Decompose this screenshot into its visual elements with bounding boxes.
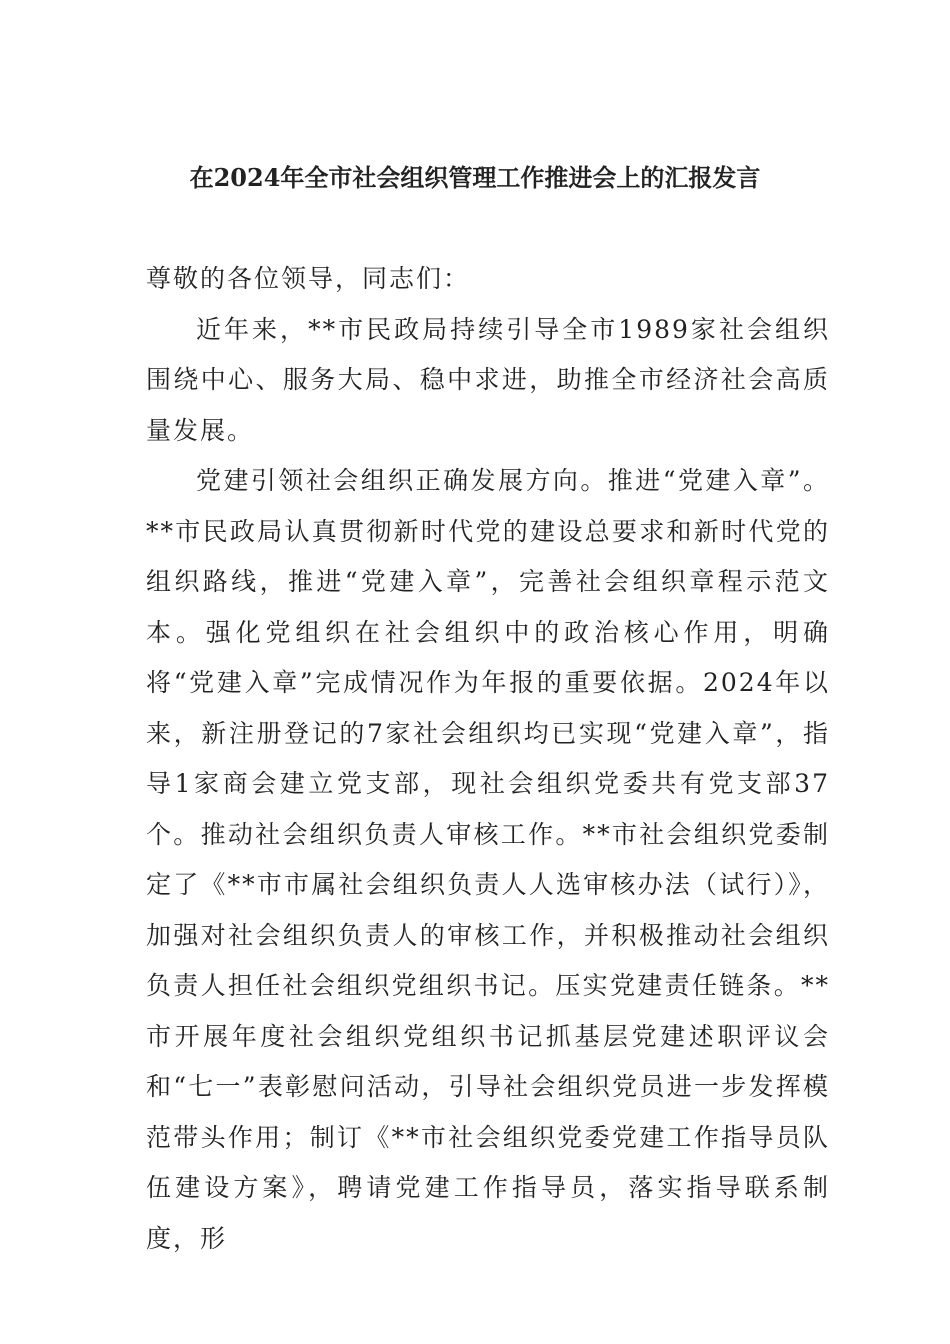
document-title: 在2024年全市社会组织管理工作推进会上的汇报发言 <box>189 163 761 192</box>
paragraph: 党建引领社会组织正确发展方向。推进“党建入章”。**市民政局认真贯彻新时代党的建设总要求和新时代党的组织路线，推进“党建入章”，完善社会组织章程示范文本。强化党组织在社会组织中的政治核心作用，明确将“党建入章”完成情况作为年报的重要依据。2024年以来，新注册登记的7家社会组织均已实现“党建入章”，指导1家商会建立党支部，现社会组织党委共有党支部37个。推动社会组织负责人审核工作。**市社会组织党委制定了《**市市属社会组织负责人人选审核办法（试行）》，加强对社会组织负责人的审核工作，并积极推动社会组织负责人担任社会组织党组织书记。压实党建责任链条。**市开展年度社会组织党组织书记抓基层党建述职评议会和“七一”表彰慰问活动，引导社会组织党员进一步发挥模范带头作用；制订《**市社会组织党委党建工作指导员队伍建设方案》，聘请党建工作指导员，落实指导联系制度，形 <box>146 466 830 1253</box>
salutation: 尊敬的各位领导，同志们： <box>146 264 471 293</box>
document-body <box>146 254 830 1264</box>
paragraph: 近年来，**市民政局持续引导全市1989家社会组织围绕中心、服务大局、稳中求进，助推全市经济社会高质量发展。 <box>146 314 830 445</box>
